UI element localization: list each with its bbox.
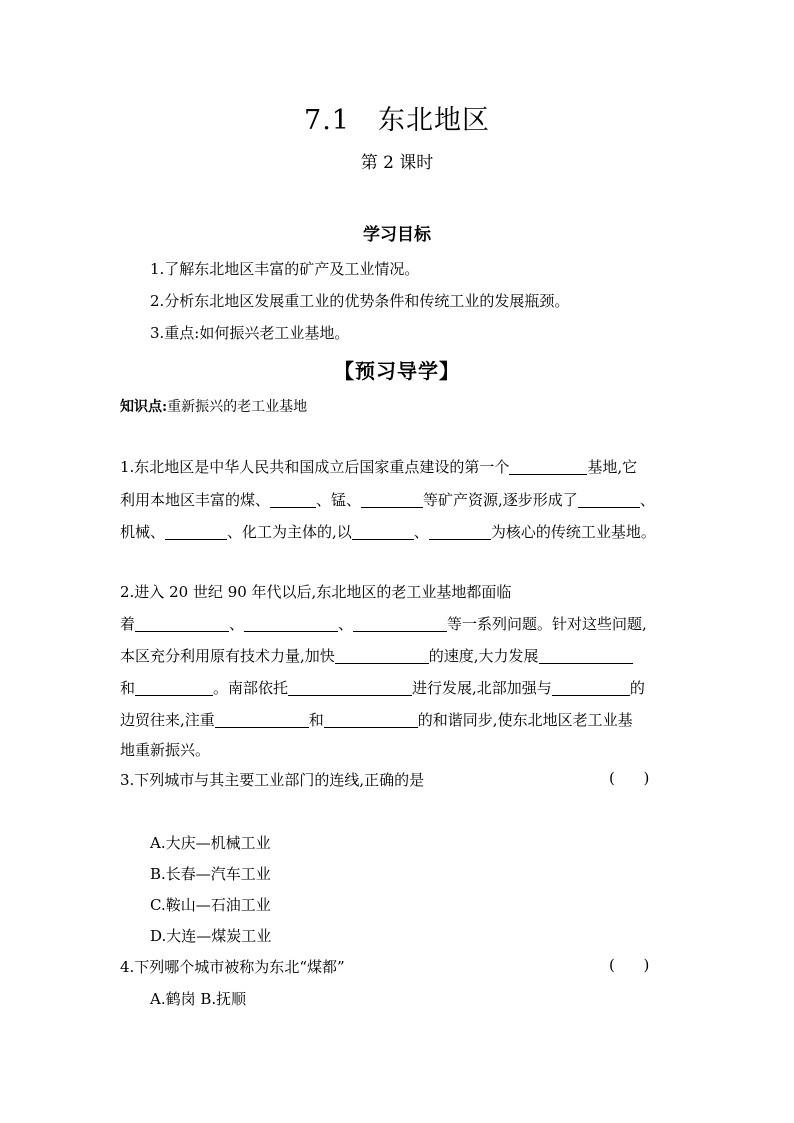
q2-text: 。南部依托 <box>213 679 289 697</box>
lesson-subtitle: 第 2 课时 <box>360 153 434 173</box>
q2-line-4 <box>120 677 645 698</box>
q1-line-1 <box>120 456 637 477</box>
q1-text: 为核心的传统工业基地。 <box>490 523 656 541</box>
goal-item: 3.重点:如何振兴老工业基地。 <box>150 324 350 342</box>
q2-text: 、 <box>338 615 354 633</box>
q2-text: 着 <box>120 615 136 633</box>
q2-text: 等一系列问题。针对这些问题, <box>447 615 647 633</box>
q1-text: 等矿产资源,逐步形成了 <box>423 491 578 509</box>
q2-line-1: 2.进入 20 世纪 90 年代以后,东北地区的老工业基地都面临 <box>120 583 512 601</box>
fill-blank[interactable] <box>335 648 429 664</box>
fill-blank[interactable] <box>135 616 229 632</box>
q2-text: 本区充分利用原有技术力量,加快 <box>120 647 335 665</box>
q2-text: 的 <box>629 679 645 697</box>
q4-stem: 4.下列哪个城市被称为东北“煤都” <box>120 958 345 976</box>
q2-text: 的和谐同步,使东北地区老工业基 <box>417 711 633 729</box>
q4-options[interactable]: A.鹤岗 B.抚顺 <box>150 990 247 1008</box>
q2-text: 和 <box>308 711 324 729</box>
q3-stem: 3.下列城市与其主要工业部门的连线,正确的是 <box>120 771 425 789</box>
q2-line-2 <box>120 613 647 634</box>
q1-line-2 <box>120 489 655 510</box>
q2-text: 进行发展,北部加强与 <box>412 679 552 697</box>
q1-text: 、 <box>639 491 655 509</box>
q1-text: 、化工为主体的,以 <box>227 523 352 541</box>
fill-blank[interactable] <box>429 524 491 540</box>
q1-text: 机械、 <box>120 523 166 541</box>
fill-blank[interactable] <box>324 712 418 728</box>
page-title <box>0 98 794 137</box>
fill-blank[interactable] <box>135 680 213 696</box>
knowledge-label: 知识点: <box>120 399 168 415</box>
q2-line-3 <box>120 645 633 666</box>
q1-text: 利用本地区丰富的煤、 <box>120 491 271 509</box>
q2-line-5 <box>120 709 633 730</box>
q2-text: 边贸往来,注重 <box>120 711 215 729</box>
q1-text: 、 <box>413 523 429 541</box>
fill-blank[interactable] <box>352 524 414 540</box>
knowledge-point <box>120 396 307 416</box>
fill-blank[interactable] <box>288 680 412 696</box>
q1-text: 基地,它 <box>587 458 638 476</box>
knowledge-text: 重新振兴的老工业基地 <box>167 399 308 415</box>
q2-text: 、 <box>229 615 245 633</box>
q3-option-d[interactable]: D.大连—煤炭工业 <box>150 927 272 945</box>
fill-blank[interactable] <box>361 492 423 508</box>
q1-line-3 <box>120 521 656 542</box>
fill-blank[interactable] <box>244 616 338 632</box>
goal-item: 2.分析东北地区发展重工业的优势条件和传统工业的发展瓶颈。 <box>150 292 570 310</box>
fill-blank[interactable] <box>270 492 316 508</box>
q2-text: 的速度,大力发展 <box>428 647 539 665</box>
fill-blank[interactable] <box>578 492 640 508</box>
fill-blank[interactable] <box>509 459 587 475</box>
goal-item: 1.了解东北地区丰富的矿产及工业情况。 <box>150 260 420 278</box>
q4-answer-paren[interactable]: ( ) <box>609 956 650 974</box>
preview-heading: 【预习导学】 <box>334 359 460 383</box>
q2-text: 和 <box>120 679 136 697</box>
fill-blank[interactable] <box>165 524 227 540</box>
title-text: 东北地区 <box>377 105 490 136</box>
fill-blank[interactable] <box>353 616 447 632</box>
q1-text: 、锰、 <box>316 491 362 509</box>
fill-blank[interactable] <box>215 712 309 728</box>
fill-blank[interactable] <box>552 680 630 696</box>
fill-blank[interactable] <box>539 648 633 664</box>
q3-option-c[interactable]: C.鞍山—石油工业 <box>150 896 271 914</box>
title-number: 7.1 <box>304 105 350 136</box>
goals-heading: 学习目标 <box>363 225 431 245</box>
q3-option-b[interactable]: B.长春—汽车工业 <box>150 865 271 883</box>
q3-answer-paren[interactable]: ( ) <box>609 769 650 787</box>
q3-option-a[interactable]: A.大庆—机械工业 <box>150 834 271 852</box>
q1-text: 1.东北地区是中华人民共和国成立后国家重点建设的第一个 <box>120 458 510 476</box>
q2-line-6: 地重新振兴。 <box>120 741 211 759</box>
